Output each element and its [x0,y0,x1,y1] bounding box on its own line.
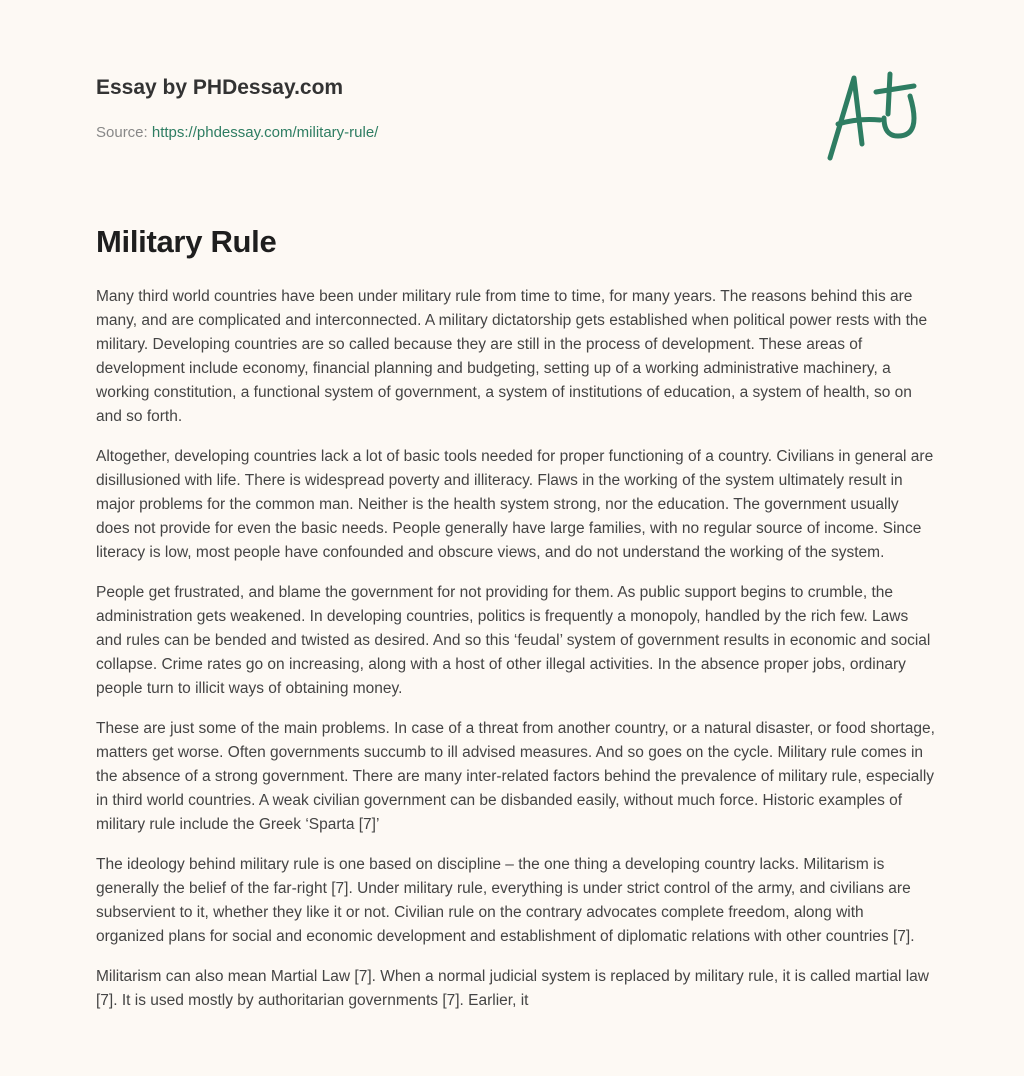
article-body [96,285,936,1029]
paragraph: The ideology behind military rule is one based on discipline – the one thing a developing country lacks. Militarism is generally the belief of the far-right [7]. Under military rule, everything is under strict control of the army, and civilians are subservient to it, whether they like it or not. Civilian rule on the contrary advocates complete freedom, along with organized plans for social and economic development and establishment of diplomatic relations with other countries [7]. [96,856,915,945]
article-title: Military Rule [96,224,277,259]
source-label: Source: [96,124,148,141]
paragraph: Militarism can also mean Martial Law [7]. When a normal judicial system is replaced by military rule, it is called martial law [7]. It is used mostly by authoritarian governments [7]. Earlier, it [96,968,929,1009]
paragraph: Many third world countries have been under military rule from time to time, for many years. The reasons behind this are many, and are complicated and interconnected. A military dictatorship gets established when political power rests with the military. Developing countries are so called because they are still in the process of development. These areas of development include economy, financial planning and budgeting, setting up of a working administrative machinery, a working constitution, a functional system of government, a system of institutions of education, a system of health, so on and so forth. [96,288,928,425]
site-brand: Essay by PHDessay.com [96,76,344,99]
source-link[interactable]: https://phdessay.com/military-rule/ [151,124,379,141]
paragraph: These are just some of the main problems. In case of a threat from another country, or a natural disaster, or food shortage, matters get worse. Often governments succumb to ill advised measures. And so goes on the cycle. Military rule comes in the absence of a strong government. There are many inter-related factors behind the prevalence of military rule, especially in third world countries. A weak civilian government can be disbanded easily, without much force. Historic examples of military rule include the Greek ‘Sparta [7]’ [96,720,935,833]
paragraph: People get frustrated, and blame the government for not providing for them. As public support begins to crumble, the administration gets weakened. In developing countries, politics is frequently a monopoly, handled by the rich few. Laws and rules can be bended and twisted as desired. And so this ‘feudal’ system of government results in economic and social collapse. Crime rates go on increasing, along with a host of other illegal activities. In the absence proper jobs, ordinary people turn to illicit ways of obtaining money. [96,584,931,697]
source-line [96,124,378,141]
a-plus-logo-icon [818,66,928,166]
paragraph: Altogether, developing countries lack a lot of basic tools needed for proper functioning of a country. Civilians in general are disillusioned with life. There is widespread poverty and illiteracy. Flaws in the working of the system ultimately result in major problems for the common man. Neither is the health system strong, nor the education. The government usually does not provide for even the basic needs. People generally have large families, with no regular source of income. Since literacy is low, most people have confounded and obscure views, and do not understand the working of the system. [96,448,934,561]
